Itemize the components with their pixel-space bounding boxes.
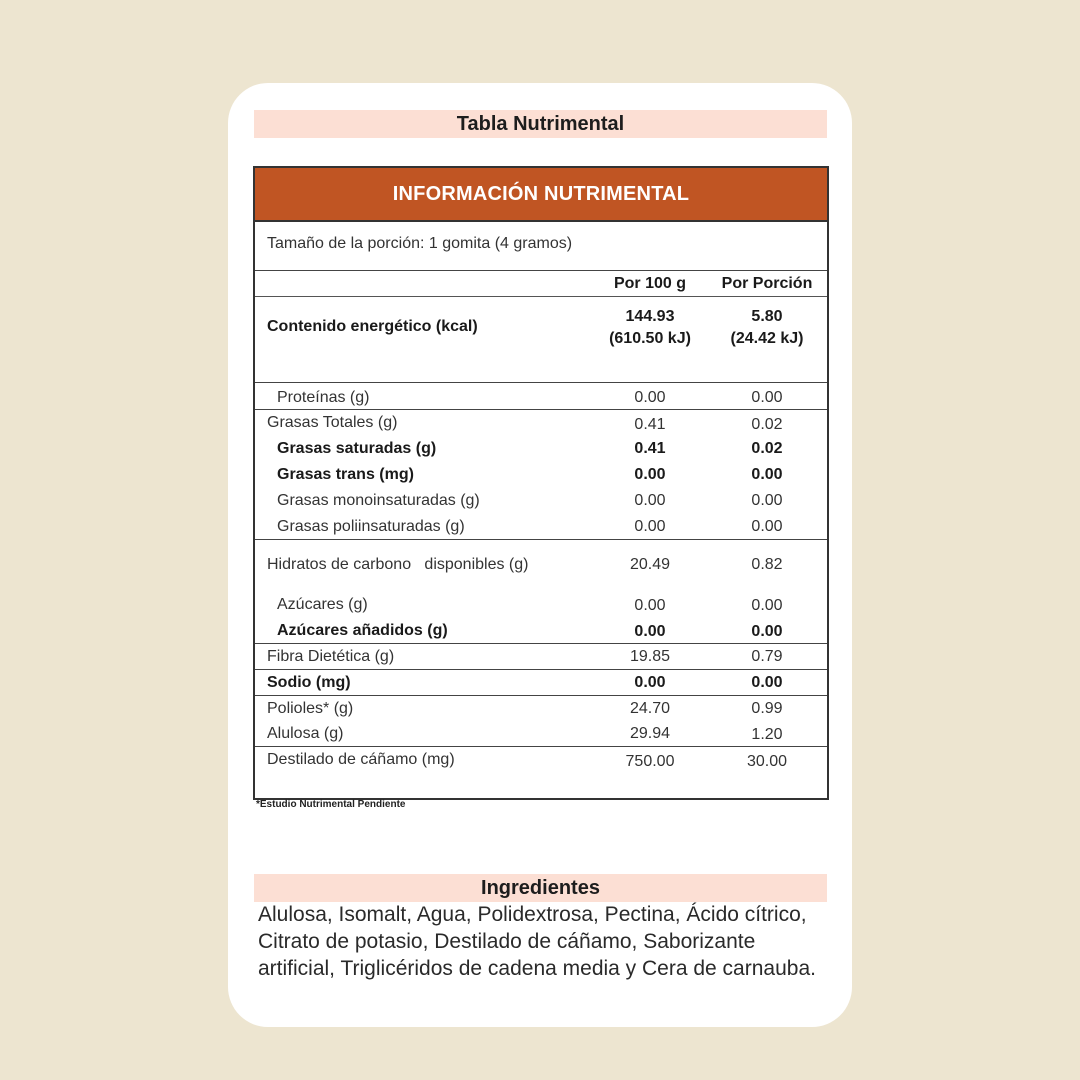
value-per-portion: 0.00 [751,466,783,483]
ingredients-text: Alulosa, Isomalt, Agua, Polidextrosa, Pectina, Ácido cítrico, Citrato de potasio, Destilado de cáñamo, Saborizante artificial, Triglicéridos de cadena media y Cera de carnauba. [258,903,816,980]
energy-per-100g-kj: (610.50 kJ) [609,330,691,347]
value-per-100g: 0.00 [634,597,666,614]
value-per-100g: 0.00 [634,389,666,406]
divider [255,669,827,670]
row-label: Polioles* (g) [267,700,354,717]
row-label: Destilado de cáñamo (mg) [267,751,455,768]
table-header-text: INFORMACIÓN NUTRIMENTAL [392,182,690,205]
divider [255,270,827,271]
row-label: Fibra Dietética (g) [267,648,395,665]
value-per-100g: 0.00 [634,518,666,535]
divider [255,746,827,747]
value-per-portion: 0.00 [751,389,783,406]
value-per-100g: 0.00 [634,674,666,691]
divider [255,643,827,644]
value-per-100g: 0.41 [634,440,666,457]
energy-per-100g: 144.93 [625,308,675,325]
ingredients-title-band [254,874,827,902]
divider [255,695,827,696]
row-label: Proteínas (g) [277,389,370,406]
divider [255,409,827,410]
row-label: Grasas trans (mg) [277,466,414,483]
value-per-100g: 29.94 [629,725,671,742]
row-label: Hidratos de carbono disponibles (g) [267,556,529,573]
footnote: *Estudio Nutrimental Pendiente [256,799,406,810]
ingredients-title: Ingredientes [481,876,600,899]
value-per-portion: 0.00 [751,623,783,640]
value-per-100g: 0.00 [634,492,666,509]
value-per-portion: 0.79 [751,648,783,665]
row-label: Azúcares añadidos (g) [277,622,448,639]
value-per-portion: 1.20 [751,726,783,743]
energy-per-portion-kj: (24.42 kJ) [730,330,804,347]
section-title-band [254,110,827,138]
value-per-100g: 19.85 [629,648,671,665]
value-per-100g: 20.49 [629,556,671,573]
value-per-100g: 0.00 [634,466,666,483]
value-per-portion: 30.00 [746,753,788,770]
row-label: Azúcares (g) [277,596,368,613]
energy-per-portion: 5.80 [751,308,783,325]
value-per-portion: 0.00 [751,674,783,691]
value-per-portion: 0.00 [751,492,783,509]
value-per-100g: 750.00 [625,753,675,770]
value-per-100g: 0.00 [634,623,666,640]
value-per-portion: 0.82 [751,556,783,573]
row-label: Grasas poliinsaturadas (g) [277,518,465,535]
value-per-portion: 0.00 [751,597,783,614]
nutrition-table [253,166,829,800]
divider [255,539,827,540]
column-header-per-portion: Por Porción [721,275,813,292]
value-per-100g: 0.41 [634,416,666,433]
serving-size: Tamaño de la porción: 1 gomita (4 gramos) [267,235,573,252]
row-label: Sodio (mg) [267,674,351,691]
row-label: Grasas monoinsaturadas (g) [277,492,480,509]
column-header-per-100g: Por 100 g [613,275,687,292]
row-label: Grasas saturadas (g) [277,440,437,457]
row-label: Grasas Totales (g) [267,414,398,431]
value-per-portion: 0.02 [751,440,783,457]
energy-label: Contenido energético (kcal) [267,318,478,335]
section-title: Tabla Nutrimental [456,112,625,135]
value-per-portion: 0.99 [751,700,783,717]
divider [255,296,827,297]
table-header [255,168,827,222]
value-per-100g: 24.70 [629,700,671,717]
divider [255,382,827,383]
value-per-portion: 0.00 [751,518,783,535]
row-label: Alulosa (g) [267,725,344,742]
value-per-portion: 0.02 [751,416,783,433]
